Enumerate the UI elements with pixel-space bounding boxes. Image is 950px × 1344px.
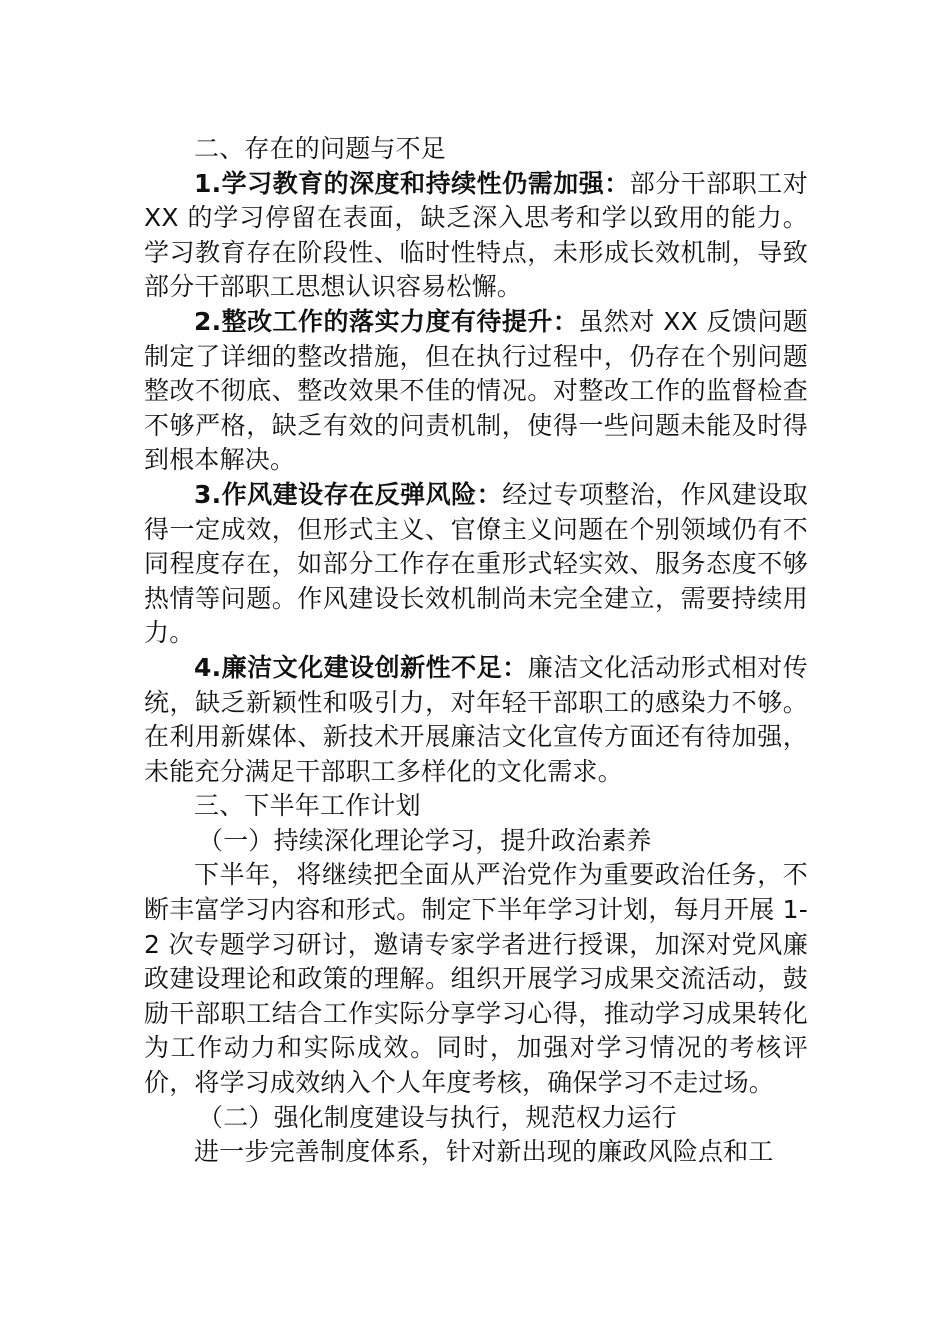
subheading-text: （二）强化制度建设与执行，规范权力运行 — [198, 1102, 677, 1132]
problem-item-title: 1.学习教育的深度和持续性仍需加强： — [194, 168, 630, 198]
section-heading-text: 二、存在的问题与不足 — [194, 134, 447, 163]
body-text: 进一步完善制度体系，针对新出现的廉政风险点和工 — [194, 1137, 774, 1167]
problem-item-title: 2.整改工作的落实力度有待提升： — [194, 306, 579, 336]
problem-item-title: 3.作风建设存在反弹风险： — [194, 479, 503, 509]
document-body — [144, 132, 808, 1170]
plan-subheading-1 — [144, 824, 808, 859]
problem-item-title: 4.廉洁文化建设创新性不足： — [194, 652, 528, 682]
section-heading-text: 三、下半年工作计划 — [194, 791, 421, 821]
problem-item-4 — [144, 651, 808, 789]
subheading-text: （一）持续深化理论学习，提升政治素养 — [198, 825, 652, 855]
problem-item-text: 经过专项整治，作风建设取得一定成效，但形式主义、官僚主义问题在个别领域仍有不同程度存在，如部分工作存在重形式轻实效、服务态度不够热情等问题。作风建设长效机制尚未完全建立，需要持续用力。 — [144, 479, 808, 648]
plan-body-2 — [144, 1135, 808, 1170]
plan-subheading-2 — [144, 1101, 808, 1136]
problem-item-text: 部分干部职工对 XX 的学习停留在表面，缺乏深入思考和学以致用的能力。学习教育存在阶段性、临时性特点，未形成长效机制，导致部分干部职工思想认识容易松懈。 — [144, 168, 809, 302]
body-text: 下半年，将继续把全面从严治党作为重要政治任务，不断丰富学习内容和形式。制定下半年学习计划，每月开展 1-2 次专题学习研讨，邀请专家学者进行授课，加深对党风廉政建设理论和政策的理解。组织开展学习成果交流活动，鼓励干部职工结合工作实际分享学习心得，推动学习成果转化为工作动力和实际成效。同时，加强对学习情况的考核评价，将学习成效纳入个人年度考核，确保学习不走过场。 — [144, 860, 808, 1098]
problem-item-text: 虽然对 XX 反馈问题制定了详细的整改措施，但在执行过程中，仍存在个别问题整改不彻底、整改效果不佳的情况。对整改工作的监督检查不够严格，缺乏有效的问责机制，使得一些问题未能及时得到根本解决。 — [144, 306, 808, 475]
problem-item-3 — [144, 478, 808, 651]
problem-item-2 — [144, 305, 808, 478]
section-heading-problems — [144, 132, 808, 167]
plan-body-1 — [144, 858, 808, 1100]
problem-item-1 — [144, 167, 808, 305]
problem-item-text: 廉洁文化活动形式相对传统，缺乏新颖性和吸引力，对年轻干部职工的感染力不够。在利用新媒体、新技术开展廉洁文化宣传方面还有待加强，未能充分满足干部职工多样化的文化需求。 — [144, 652, 808, 786]
section-heading-plan — [144, 789, 808, 824]
